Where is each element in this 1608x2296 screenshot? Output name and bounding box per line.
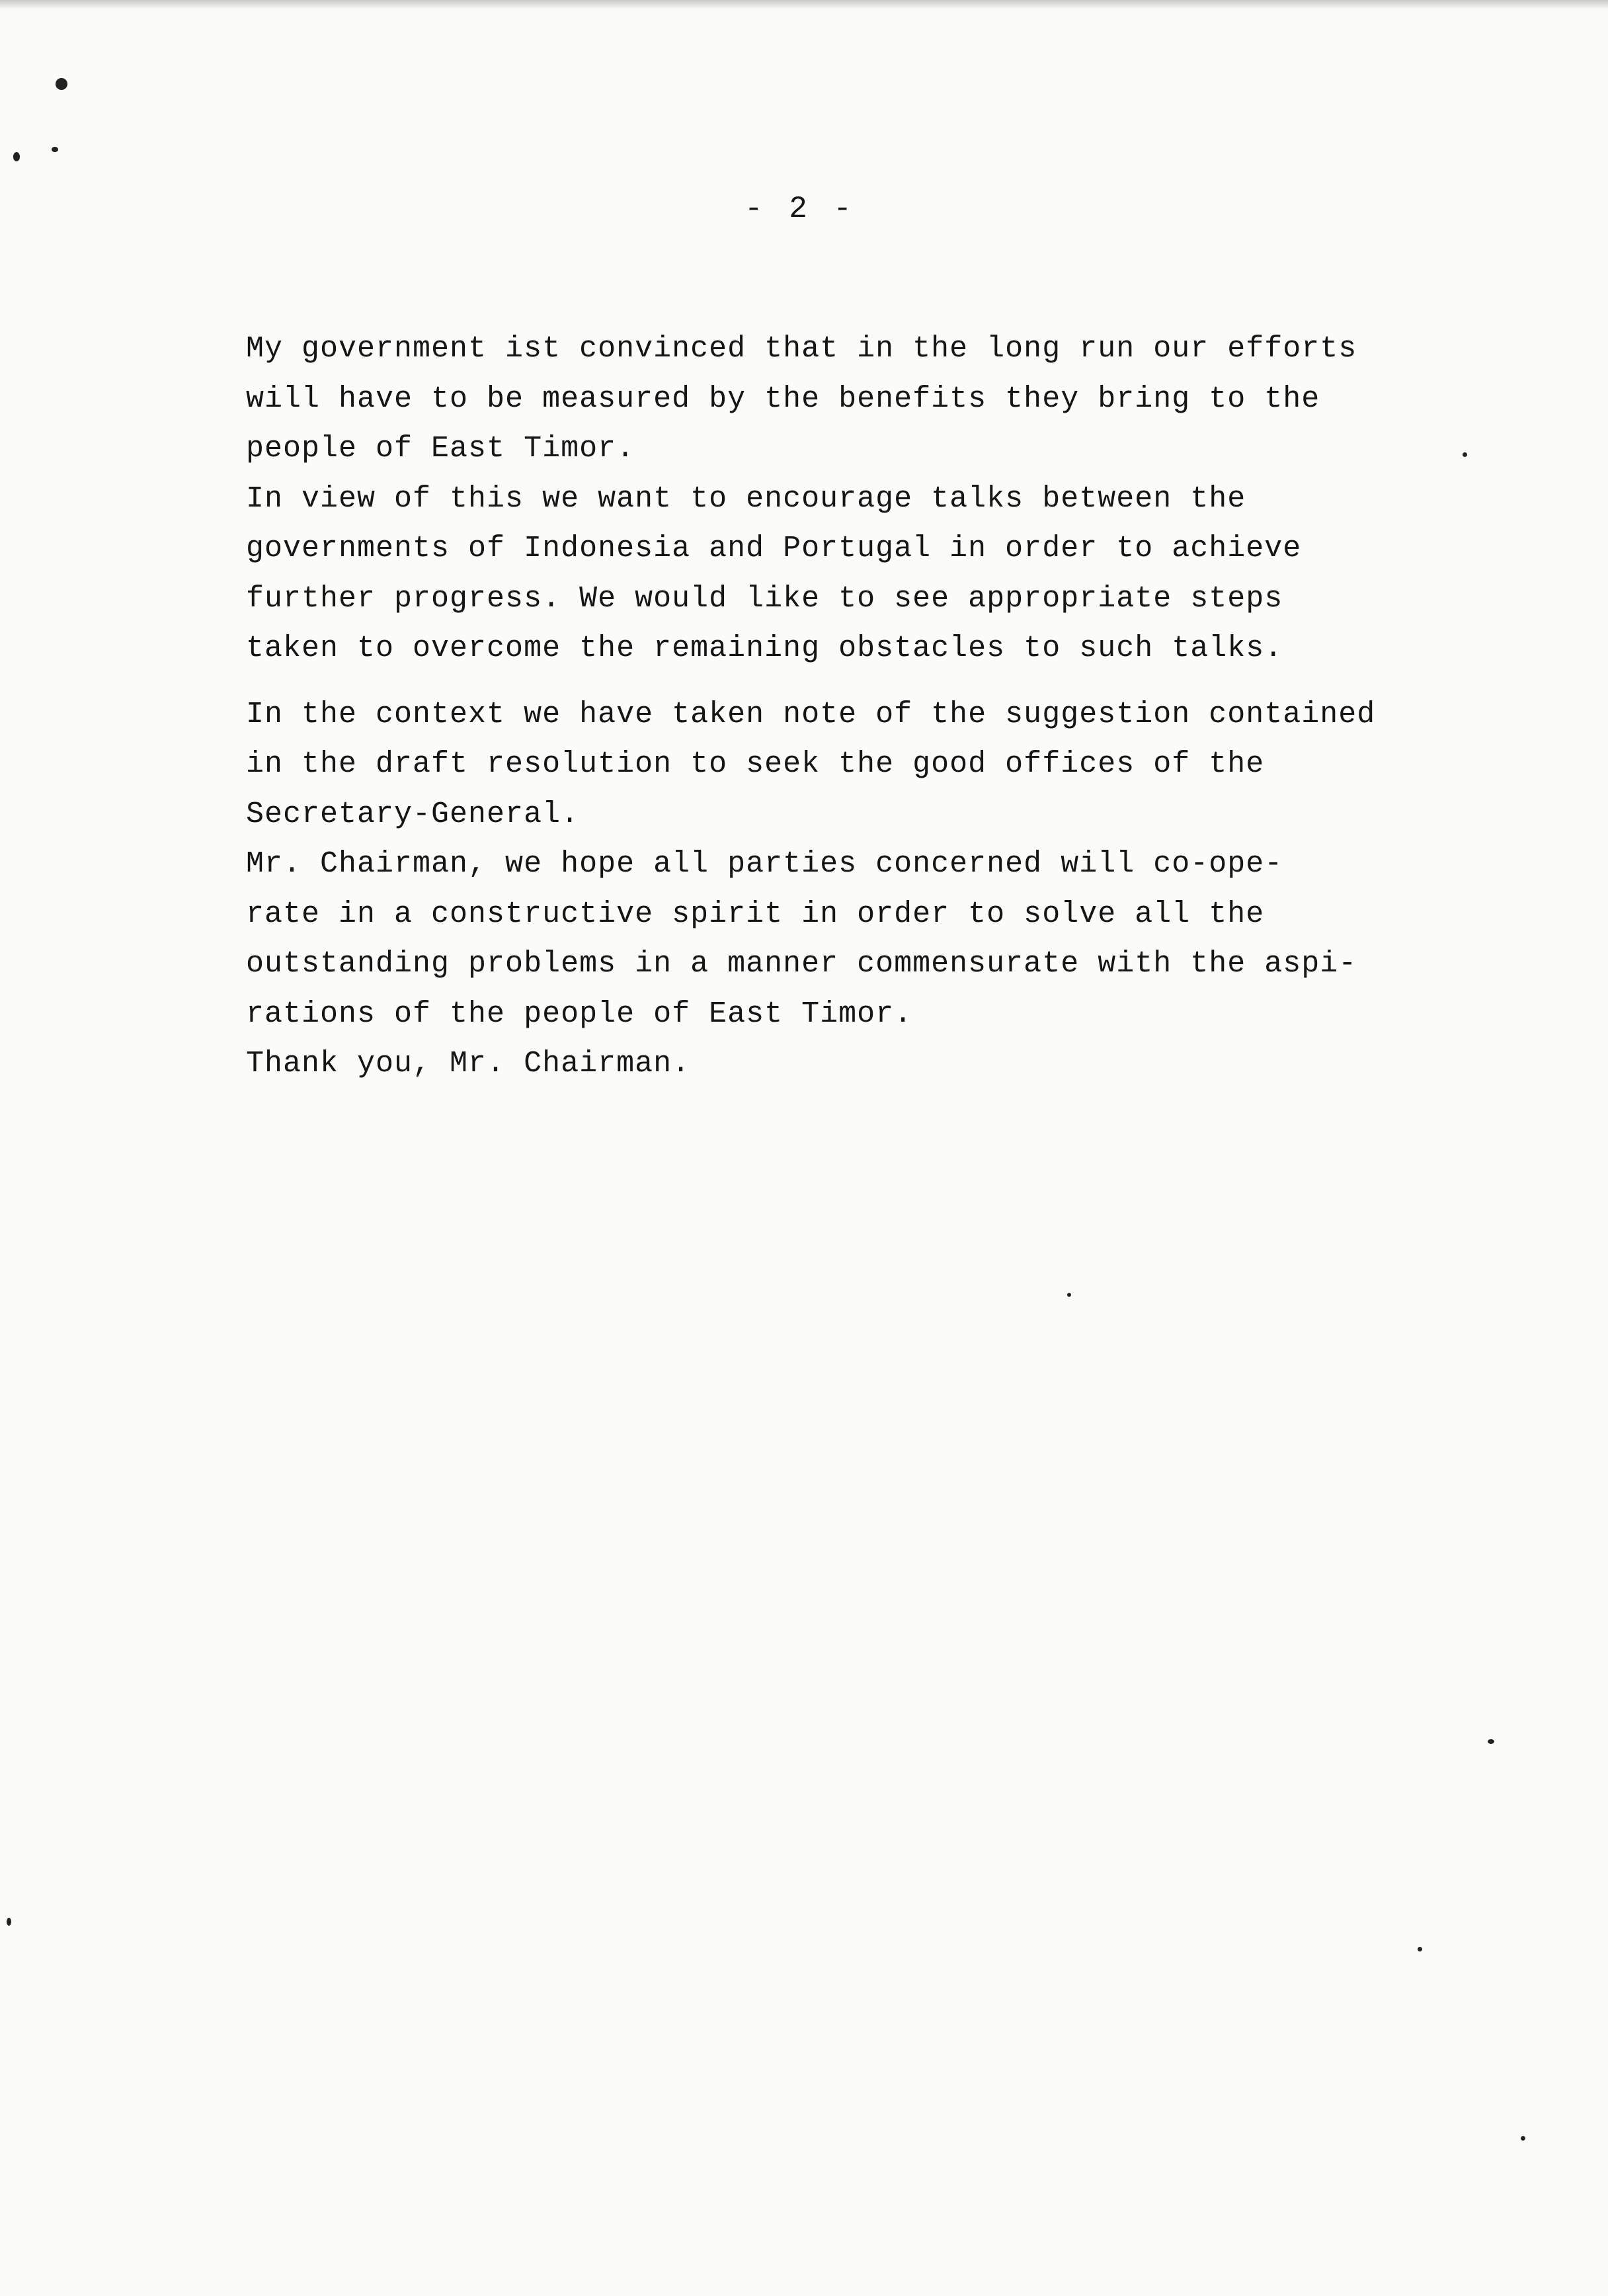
scan-speck <box>52 147 58 152</box>
text-line: outstanding problems in a manner commensurate with the aspi- <box>246 947 1357 981</box>
text-line: people of East Timor. <box>246 432 635 466</box>
text-line: In view of this we want to encourage talks between the <box>246 481 1246 516</box>
text-line: governments of Indonesia and Portugal in order to achieve <box>246 532 1302 565</box>
scan-edge <box>0 0 1608 9</box>
text-line: In the context we have taken note of the suggestion contained <box>246 697 1376 731</box>
scan-speck <box>1521 2136 1525 2141</box>
scan-speck <box>1418 1947 1422 1951</box>
page-number: - 2 - <box>744 192 856 226</box>
text-line: Thank you, Mr. Chairman. <box>246 1047 691 1081</box>
scan-speck <box>7 1918 11 1926</box>
text-line: will have to be measured by the benefits they bring to the <box>246 382 1320 416</box>
scan-speck <box>56 78 67 90</box>
scan-speck <box>1067 1293 1071 1297</box>
text-line: taken to overcome the remaining obstacles to such talks. <box>246 632 1283 665</box>
text-line: rate in a constructive spirit in order to solve all the <box>246 897 1265 931</box>
scan-speck <box>1488 1739 1494 1744</box>
text-line: Secretary-General. <box>246 797 580 831</box>
text-line: My government ist convinced that in the long run our efforts <box>246 332 1357 366</box>
text-line: rations of the people of East Timor. <box>246 997 913 1031</box>
text-line: in the draft resolution to seek the good offices of the <box>246 747 1265 781</box>
text-line: Mr. Chairman, we hope all parties concerned will co-ope- <box>246 847 1283 881</box>
paragraph-gap <box>246 674 1489 690</box>
text-line: further progress. We would like to see appropriate steps <box>246 581 1283 616</box>
letter-body <box>246 324 1489 1089</box>
scan-speck <box>13 152 20 161</box>
